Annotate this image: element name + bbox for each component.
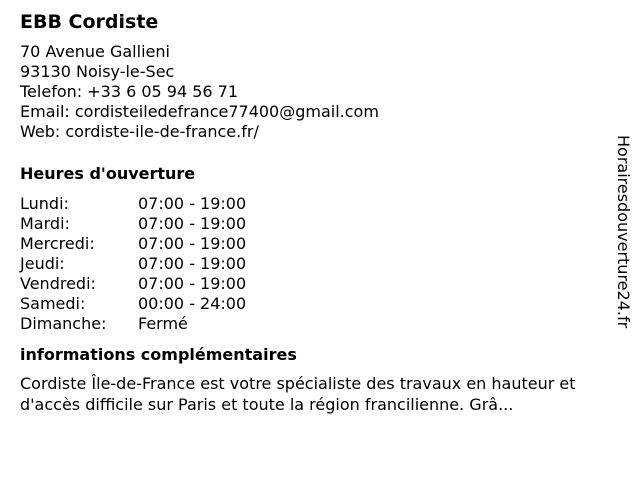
website-url: Web: cordiste-ile-de-france.fr/ bbox=[20, 122, 259, 141]
day-label: Mardi: bbox=[20, 214, 70, 233]
contact-details bbox=[20, 42, 610, 142]
phone-number: Telefon: +33 6 05 94 56 71 bbox=[20, 82, 239, 101]
time-range: Fermé bbox=[138, 314, 188, 333]
business-description: Cordiste Île-de-France est votre spécialiste des travaux en hauteur et d'accès difficile sur Paris et toute la région francilienne. Grâ... bbox=[20, 374, 576, 414]
email-address: Email: cordisteiledefrance77400@gmail.com bbox=[20, 102, 379, 121]
hours-row-tuesday bbox=[20, 214, 610, 234]
hours-row-wednesday bbox=[20, 234, 610, 254]
business-card bbox=[20, 10, 610, 415]
day-label: Lundi: bbox=[20, 194, 69, 213]
street-address: 70 Avenue Gallieni bbox=[20, 42, 170, 61]
hours-row-saturday bbox=[20, 294, 610, 314]
hours-row-thursday bbox=[20, 254, 610, 274]
day-label: Vendredi: bbox=[20, 274, 96, 293]
time-range: 07:00 - 19:00 bbox=[138, 194, 247, 213]
opening-hours-table bbox=[20, 194, 610, 334]
time-range: 00:00 - 24:00 bbox=[138, 294, 247, 313]
time-range: 07:00 - 19:00 bbox=[138, 254, 247, 273]
city-postal: 93130 Noisy-le-Sec bbox=[20, 62, 175, 81]
day-label: Samedi: bbox=[20, 294, 86, 313]
time-range: 07:00 - 19:00 bbox=[138, 214, 247, 233]
additional-info-heading: informations complémentaires bbox=[20, 345, 297, 364]
time-range: 07:00 - 19:00 bbox=[138, 274, 247, 293]
opening-hours-heading: Heures d'ouverture bbox=[20, 164, 196, 183]
time-range: 07:00 - 19:00 bbox=[138, 234, 247, 253]
hours-row-monday bbox=[20, 194, 610, 214]
day-label: Dimanche: bbox=[20, 314, 107, 333]
day-label: Jeudi: bbox=[20, 254, 65, 273]
site-brand-vertical[interactable]: Horairesdouverture24.fr bbox=[614, 135, 633, 329]
business-name: EBB Cordiste bbox=[20, 11, 159, 33]
day-label: Mercredi: bbox=[20, 234, 95, 253]
hours-row-friday bbox=[20, 274, 610, 294]
hours-row-sunday bbox=[20, 314, 610, 334]
